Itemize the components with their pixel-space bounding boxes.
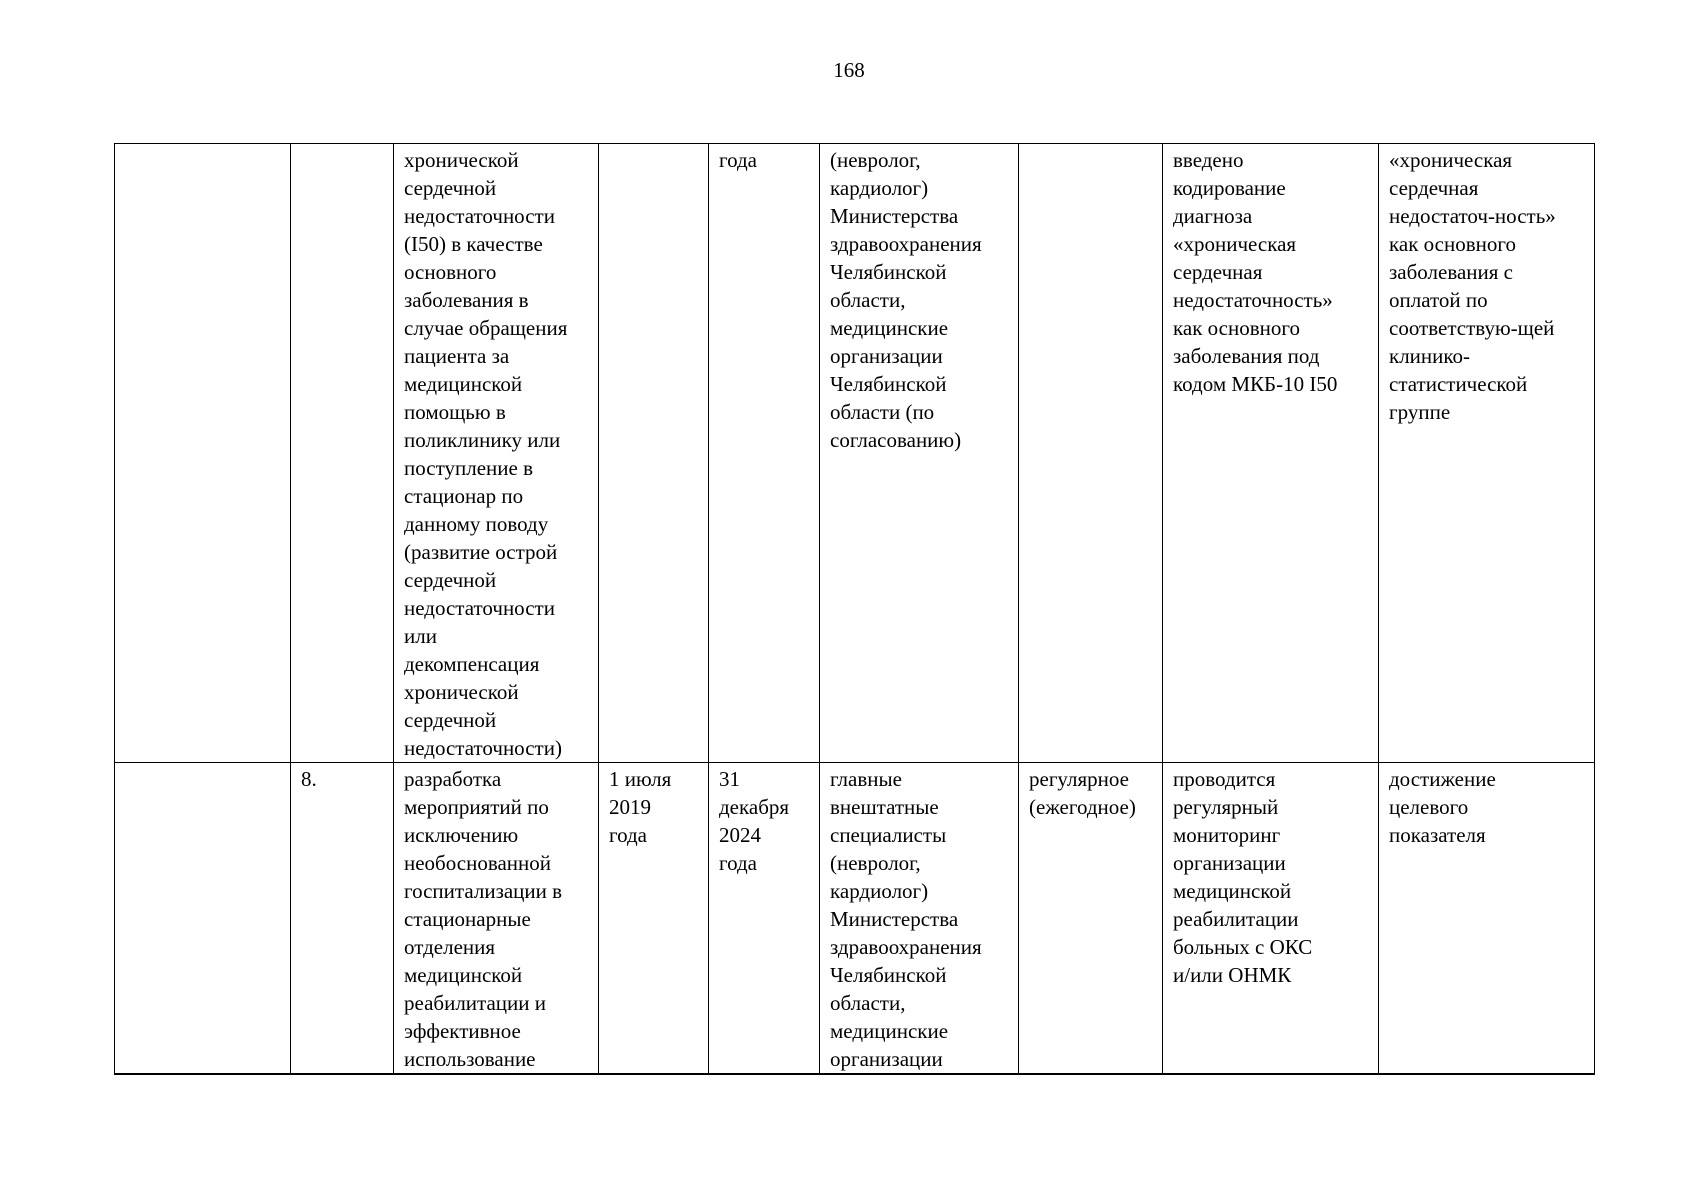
table-row [115,763,1595,1075]
cell-indicator: «хроническая сердечная недостаточ-ность» как основного заболевания с оплатой по соответствую-щей клинико- статистической группе [1379,144,1595,763]
cell-indicator: достижение целевого показателя [1379,763,1595,1075]
cell-number [291,144,394,763]
cell-end-date: 31 декабря 2024 года [709,763,820,1075]
cell-result: проводится регулярный мониторинг организации медицинской реабилитации больных с ОКС и/или ОНМК [1163,763,1379,1075]
cell-responsible: (невролог, кардиолог) Министерства здравоохранения Челябинской области, медицинские организации Челябинской области (по согласованию) [820,144,1019,763]
cell-measure-name: хронической сердечной недостаточности (I50) в качестве основного заболевания в случае обращения пациента за медицинской помощью в поликлинику или поступление в стационар по данному поводу (развитие острой сердечной недостаточности или декомпенсация хронической сердечной недостаточности) [394,144,599,763]
cell-frequency: регулярное (ежегодное) [1019,763,1163,1075]
page-number: 168 [833,58,865,82]
table-row [115,144,1595,763]
cell-measure-name: разработка мероприятий по исключению необоснованной госпитализации в стационарные отделения медицинской реабилитации и эффективное использование [394,763,599,1075]
cell-responsible: главные внештатные специалисты (невролог, кардиолог) Министерства здравоохранения Челябинской области, медицинские организации [820,763,1019,1075]
cell-result: введено кодирование диагноза «хроническая сердечная недостаточность» как основного заболевания под кодом МКБ-10 I50 [1163,144,1379,763]
cell-blank [115,144,291,763]
cell-frequency [1019,144,1163,763]
cell-start-date [599,144,709,763]
cell-number: 8. [291,763,394,1075]
cell-end-date: года [709,144,820,763]
cell-start-date: 1 июля 2019 года [599,763,709,1075]
measures-table [114,143,1595,1075]
cell-blank [115,763,291,1075]
